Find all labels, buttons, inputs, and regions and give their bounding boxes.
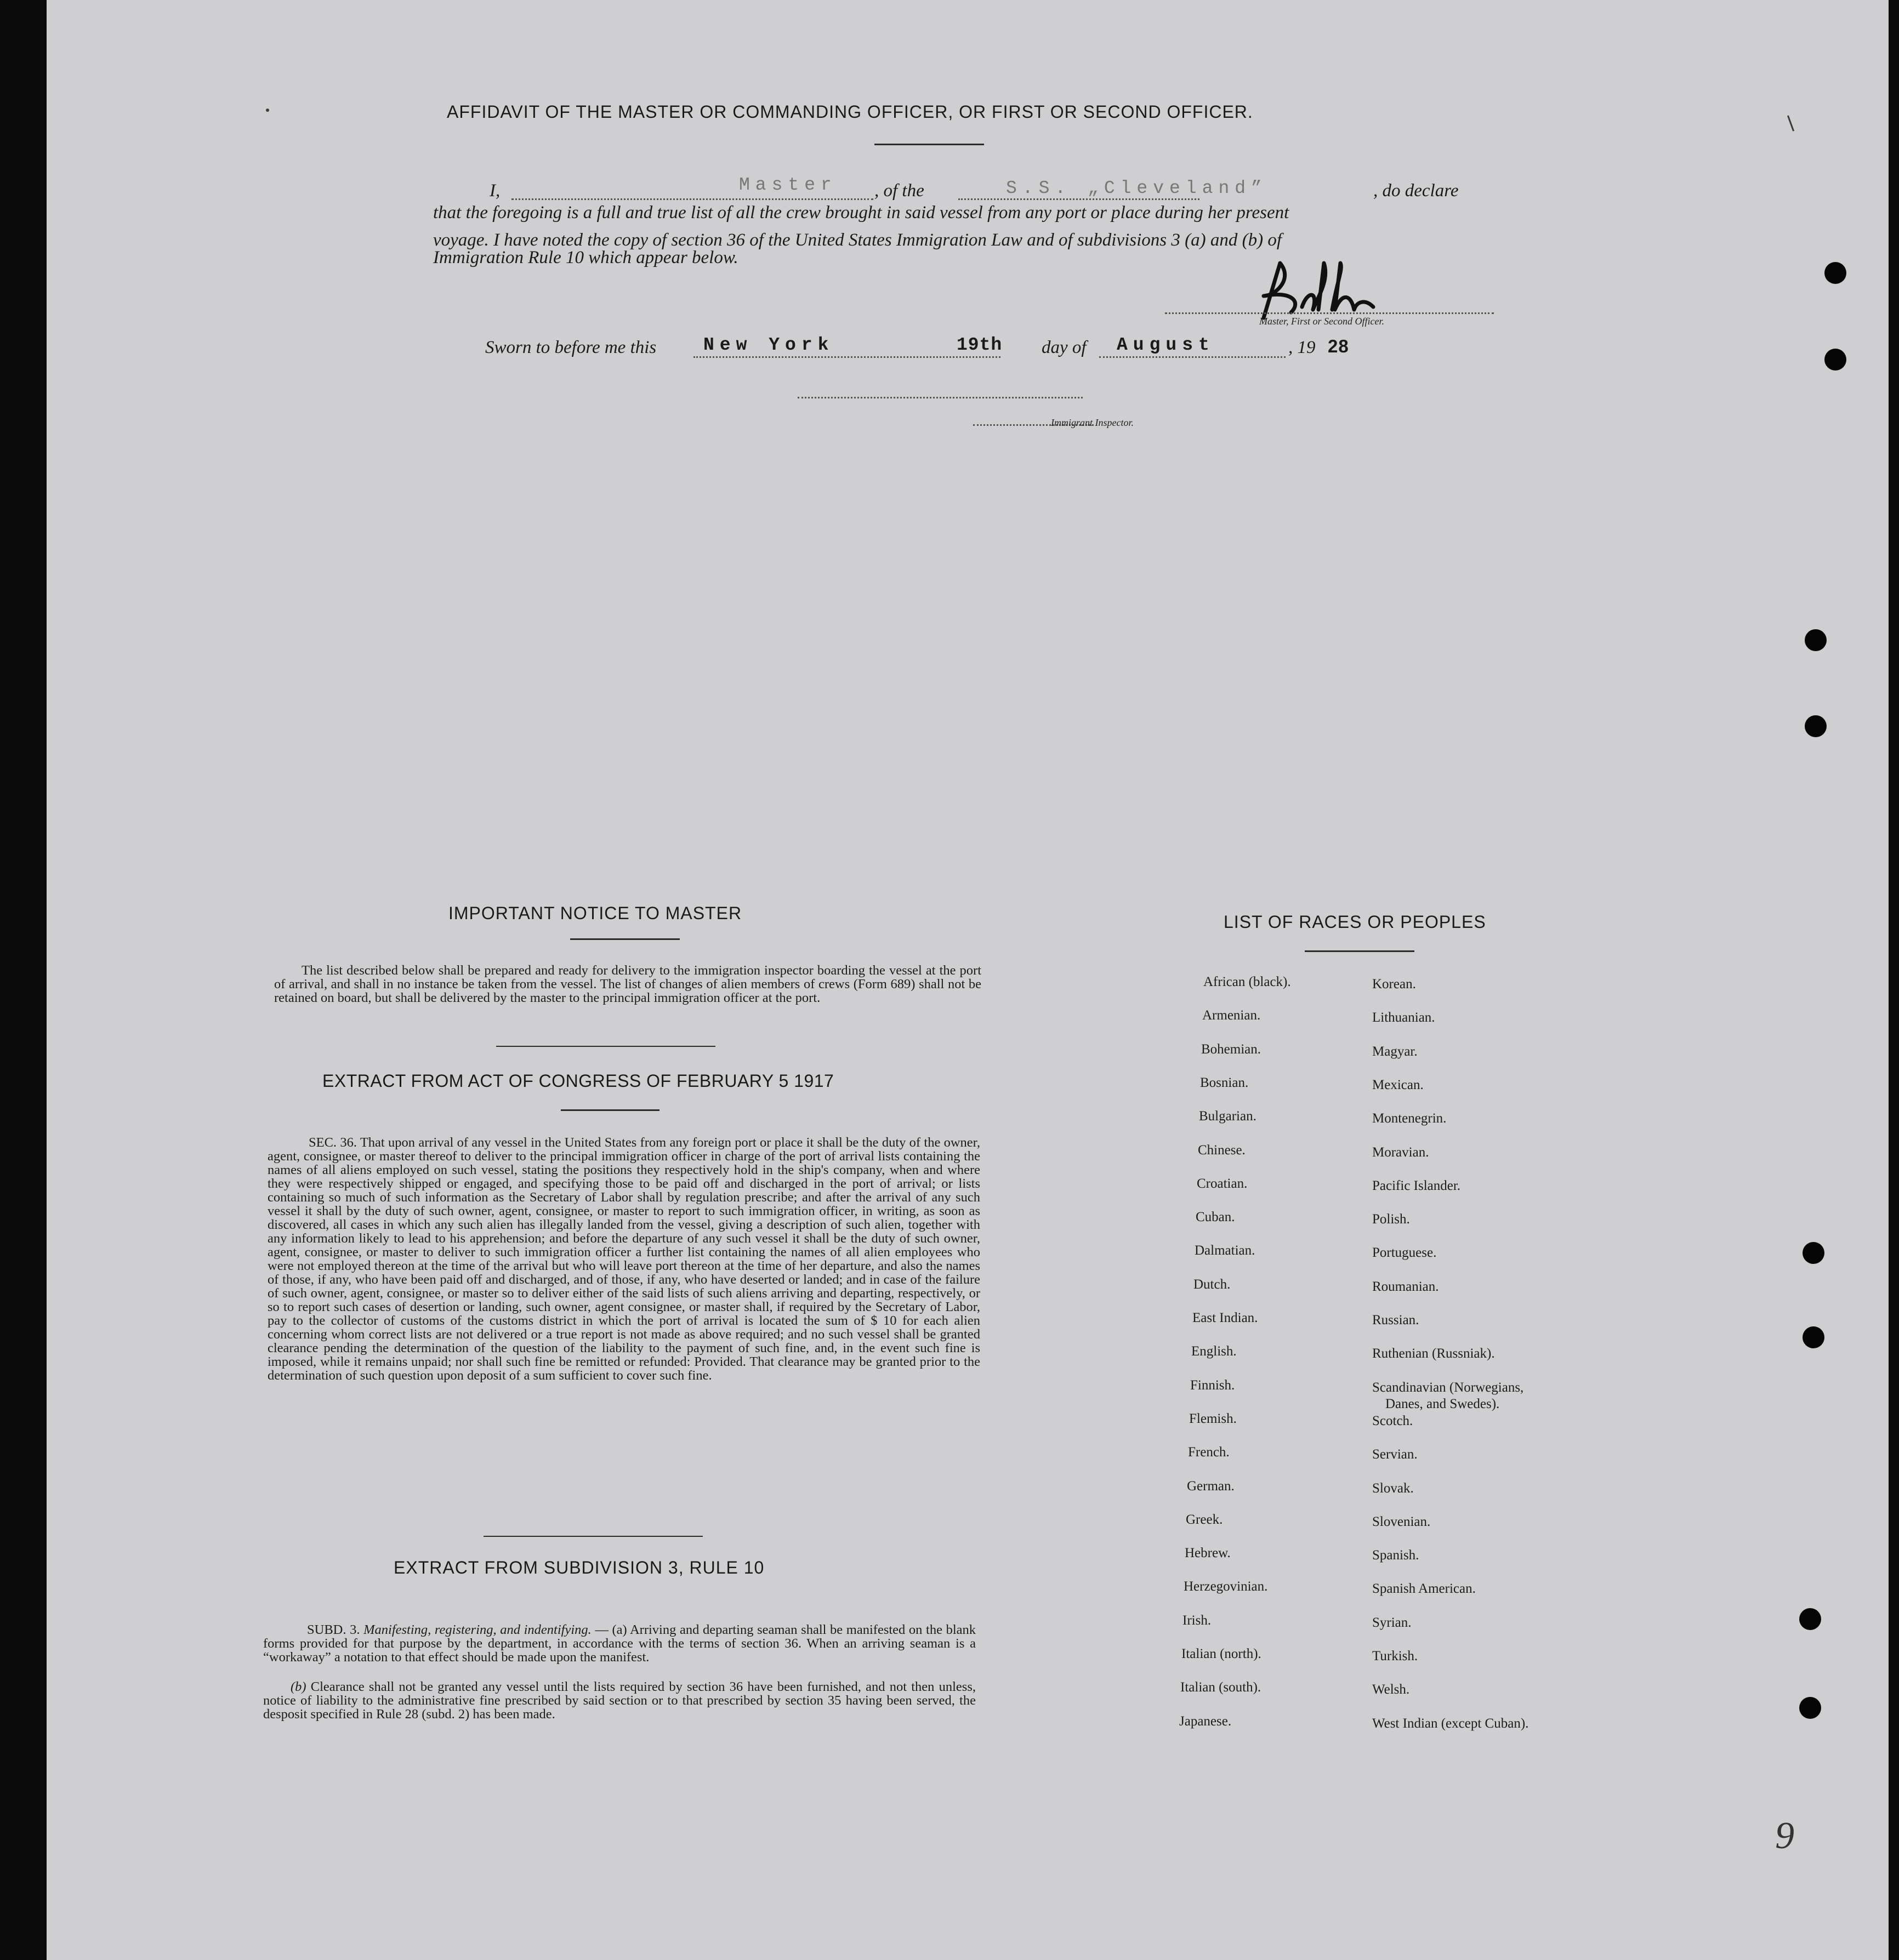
binder-hole — [1803, 1326, 1824, 1348]
place-field: New York — [703, 335, 834, 355]
race-item: Flemish. — [1189, 1411, 1237, 1426]
rule-para-a-text: — (a) Arriving and departing seaman shall be manifested on the blank forms provided for that purpose by the department, in accordance with the terms of section 36. When an arriving seaman is a “workaway” a notation to that effect should be made upon the manifest. — [263, 1622, 976, 1665]
race-item: Finnish. — [1190, 1377, 1235, 1393]
vessel-field-line — [958, 198, 1199, 200]
race-item: West Indian (except Cuban). — [1372, 1716, 1529, 1731]
affidavit-line-2: that the foregoing is a full and true list of all the crew brought in said vessel from any port or place during her present — [433, 203, 1289, 223]
race-item: Bohemian. — [1201, 1041, 1261, 1057]
race-item: Mexican. — [1372, 1077, 1424, 1092]
race-item: Greek. — [1186, 1512, 1223, 1527]
race-item: Slovenian. — [1372, 1514, 1431, 1529]
month-field-line — [1099, 356, 1286, 358]
race-item: Scandinavian (Norwegians, — [1372, 1380, 1524, 1395]
race-item: Portuguese. — [1372, 1245, 1437, 1261]
race-item: Bulgarian. — [1199, 1109, 1256, 1124]
affidavit-line-3: voyage. I have noted the copy of section 36 of the United States Immigration Law and of subdivisions 3 (a) and (b) of — [433, 230, 1282, 250]
race-item: Irish. — [1182, 1613, 1212, 1628]
act-divider — [484, 1536, 703, 1537]
race-item: Dalmatian. — [1195, 1243, 1255, 1258]
inspector-dotline-upper — [798, 397, 1083, 398]
binder-hole — [1799, 1697, 1821, 1719]
notice-divider — [496, 1046, 715, 1047]
binder-hole — [1799, 1608, 1821, 1630]
race-item: Ruthenian (Russniak). — [1372, 1346, 1495, 1361]
rule-para-a-heading: Manifesting, registering, and indentifying. — [363, 1622, 592, 1637]
race-item: Hebrew. — [1185, 1546, 1231, 1561]
place-field-line — [693, 356, 1000, 358]
signature-label: Master, First or Second Officer. — [1259, 316, 1384, 327]
race-item: Servian. — [1372, 1447, 1418, 1462]
affidavit-line-1 — [490, 175, 1739, 202]
race-item: Cuban. — [1196, 1210, 1235, 1225]
race-item: Syrian. — [1372, 1615, 1412, 1630]
race-item: Lithuanian. — [1372, 1010, 1435, 1025]
inspector-label: Immigrant Inspector. — [1051, 417, 1134, 428]
day-field: 19th — [957, 335, 1003, 355]
rule-para-a-lead: SUBD. 3. — [307, 1622, 360, 1637]
notice-underline — [570, 938, 680, 940]
notice-body: The list described below shall be prepared and ready for delivery to the immigration inspector boarding the vessel at the port of arrival, and shall in no instance be taken from the vessel. The list of changes of alien members of crews (Form 689) shall not be retained on board, but shall be delivered by the master to the principal immigration officer at the port. — [274, 963, 981, 1005]
master-field-line — [511, 198, 873, 200]
notice-title: IMPORTANT NOTICE TO MASTER — [448, 903, 742, 923]
rule-title: EXTRACT FROM SUBDIVISION 3, RULE 10 — [394, 1558, 765, 1577]
race-item: Montenegrin. — [1372, 1111, 1447, 1126]
act-title: EXTRACT FROM ACT OF CONGRESS OF FEBRUARY 5 1917 — [322, 1071, 834, 1091]
sworn-prefix: Sworn to before me this — [485, 338, 657, 357]
race-item: Dutch. — [1193, 1277, 1231, 1292]
race-item: African (black). — [1203, 975, 1291, 989]
race-item: Japanese. — [1179, 1713, 1232, 1729]
text-of-the: , of the — [874, 181, 924, 201]
race-item: Bosnian. — [1200, 1075, 1249, 1090]
affidavit-line-4: Immigration Rule 10 which appear below. — [433, 248, 738, 267]
race-item: Russian. — [1372, 1313, 1419, 1327]
stray-mark — [1787, 115, 1794, 131]
binder-hole — [1805, 629, 1827, 651]
race-item: Scotch. — [1372, 1413, 1413, 1428]
race-item: Turkish. — [1372, 1649, 1418, 1663]
signature-line — [1165, 312, 1494, 314]
binder-hole — [1824, 349, 1846, 371]
race-item: German. — [1187, 1478, 1235, 1494]
rule-para-b — [263, 1680, 976, 1721]
races-underline — [1305, 950, 1414, 952]
race-item: Croatian. — [1197, 1176, 1248, 1191]
master-field: Master — [739, 175, 837, 195]
act-underline — [561, 1109, 659, 1111]
race-item: Magyar. — [1372, 1044, 1418, 1059]
race-item: Spanish American. — [1372, 1581, 1476, 1597]
act-body: SEC. 36. That upon arrival of any vessel in the United States from any foreign port or place it shall be the duty of the owner, agent, consignee, or master thereof to deliver to the principal immigration officer in charge of the port of arrival lists containing the names of all aliens employed on such vessel, stating the positions they respectively hold in the ship's company, when and where they were respectively shipped or engaged, and specifying those to be paid off and discharged in the port of arrival; or lists containing so much of such information as the Secretary of Labor shall by regulation prescribe; and after the arrival of any such vessel it shall by the duty of such owner, agent, consignee, or master to report to such immigration officer, in writing, as soon as discovered, all cases in which any such alien has illegally landed from the vessel, giving a description of such alien, together with any information likely to lead to his apprehension; and before the departure of any such vessel it shall be the duty of such owner, agent, consignee, or master to deliver to such immigration officer a further list containing the names of all alien employees who were not employed thereon at the time of the arrival but who will leave port thereon at the time of her departure, and also the names of those, if any, who have been paid off and discharged, and of those, if any, who have deserted or landed; and in case of the failure of such owner, agent, consignee, or master so to deliver either of the said lists of such aliens arriving and departing, respectively, or so to report such cases of desertion or landing, such owner, agent consignee, or master shall, if required by the Secretary of Labor, pay to the collector of customs of the customs district in which the port of arrival is located the sum of $ 10 for each alien concerning whom correct lists are not delivered or a true report is not made as above required; and no such vessel shall be granted clearance pending the determination of the question of the liability to the payment of such fine, and, in the event such fine is imposed, while it remains unpaid; nor shall such fine be remitted or refunded: Provided. That clearance may be granted prior to the determination of such question upon deposit of a sum sufficient to cover such fine. — [268, 1135, 980, 1383]
rule-para-b-lead: (b) — [291, 1679, 306, 1694]
race-item: Armenian. — [1202, 1008, 1261, 1023]
race-item: Polish. — [1372, 1212, 1410, 1227]
race-item: Roumanian. — [1372, 1279, 1439, 1294]
race-item: Moravian. — [1372, 1144, 1429, 1160]
race-item: Spanish. — [1372, 1548, 1419, 1563]
binder-hole — [1803, 1242, 1824, 1264]
rule-para-b-text: Clearance shall not be granted any vessel until the lists required by section 36 have been furnished, and not then unless, notice of liability to the administrative fine prescribed by said section or to that prescribed by section 35 having been served, the desposit specified in Rule 28 (subd. 2) has been made. — [263, 1679, 976, 1722]
page-number-mark: 9 — [1775, 1815, 1794, 1857]
year-field: 28 — [1328, 336, 1349, 356]
year-prefix: , 19 — [1288, 338, 1316, 357]
race-item: Welsh. — [1372, 1682, 1410, 1697]
race-item: Italian (north). — [1181, 1646, 1261, 1661]
sworn-line — [485, 337, 1472, 358]
race-item: Italian (south). — [1180, 1680, 1261, 1695]
race-item: Korean. — [1372, 977, 1416, 992]
affidavit-title: AFFIDAVIT OF THE MASTER OR COMMANDING OFFICER, OR FIRST OR SECOND OFFICER. — [447, 102, 1253, 122]
vessel-field: S.S. „Cleveland” — [1006, 178, 1267, 198]
race-item: Herzegovinian. — [1184, 1579, 1268, 1594]
race-item: English. — [1191, 1344, 1237, 1359]
race-item-continuation: Danes, and Swedes). — [1385, 1397, 1500, 1411]
race-item: Chinese. — [1198, 1142, 1246, 1158]
race-item: East Indian. — [1192, 1311, 1258, 1325]
text-do-declare: , do declare — [1373, 181, 1459, 201]
day-of: day of — [1042, 338, 1087, 357]
rule-para-a — [263, 1623, 976, 1664]
race-item: Slovak. — [1372, 1480, 1414, 1496]
race-item: French. — [1188, 1445, 1230, 1460]
binder-hole — [1805, 715, 1827, 737]
races-title: LIST OF RACES OR PEOPLES — [1224, 912, 1486, 932]
month-field: August — [1117, 335, 1215, 355]
stray-mark — [266, 109, 269, 112]
text-i: I, — [490, 181, 501, 201]
race-item: Pacific Islander. — [1372, 1178, 1461, 1193]
title-underline — [874, 144, 984, 145]
document-page — [47, 0, 1889, 1960]
binder-hole — [1824, 262, 1846, 284]
